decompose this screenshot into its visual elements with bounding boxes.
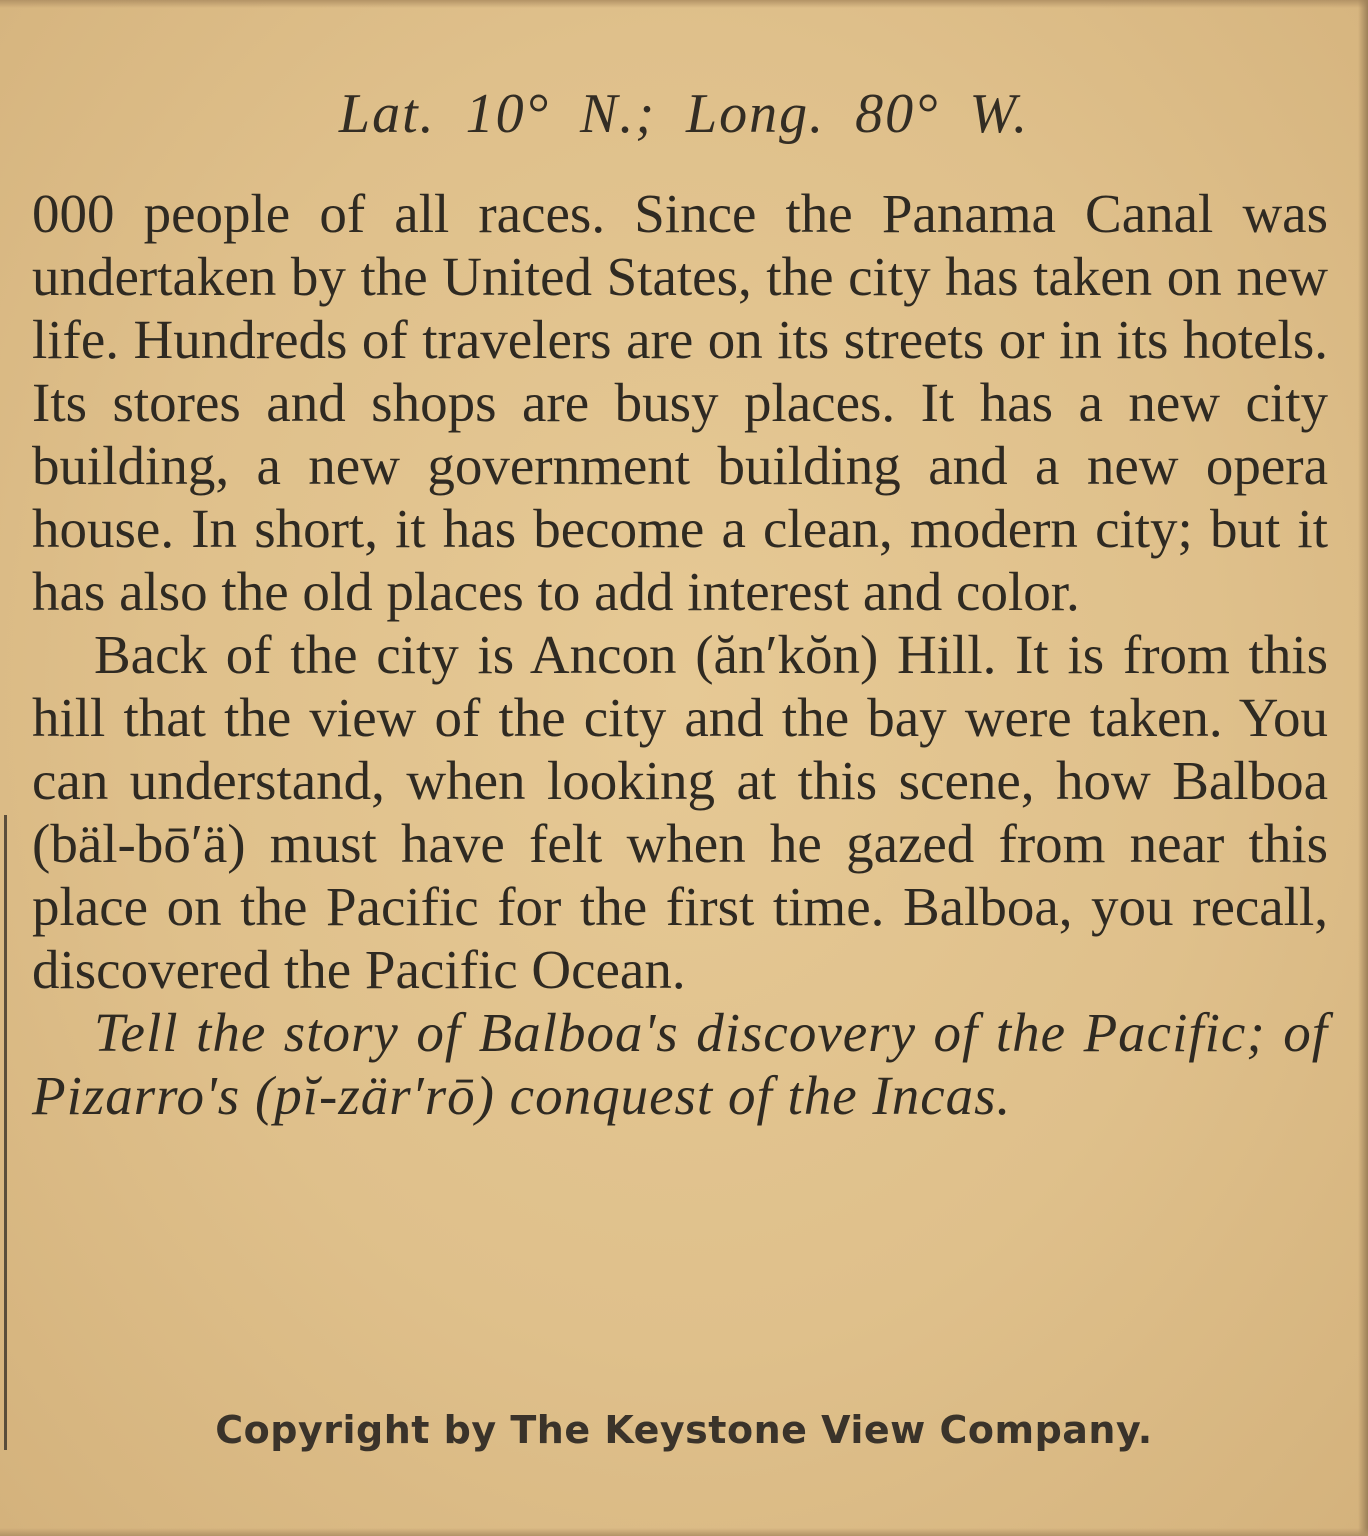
left-margin-rule [4,815,7,1450]
card-edge-right [1358,0,1368,1536]
paragraph-ancon-hill: Back of the city is Ancon (ăn′kŏn) Hill. It is from this hill that the view of the city and the bay were taken. You can understand, when looking at this scene, how Balboa (bäl-bō′ä) must have felt when he gazed from near this place on the Pacific for the first time. Balboa, you recall, discovered the Pacific Ocean. [32,624,1328,1000]
coordinates-heading: Lat. 10° N.; Long. 80° W. [338,83,1030,145]
copyright-notice: Copyright by The Keystone View Company. [215,1408,1153,1452]
study-prompt: Tell the story of Balboa's discovery of the Pacific; of Pizarro's (pĭ-zär′rō) conquest of the Incas. [32,1002,1328,1126]
card-edge-top [0,0,1368,8]
body-text [32,182,1328,1127]
card-edge-bottom [0,1528,1368,1536]
paragraph-city-description: 000 people of all races. Since the Panama Canal was undertaken by the United States, the city has taken on new life. Hundreds of travelers are on its streets or in its hotels. Its stores and shops are busy places. It has a new city building, a new government building and a new opera house. In short, it has become a clean, modern city; but it has also the old places to add interest and color. [32,183,1328,622]
